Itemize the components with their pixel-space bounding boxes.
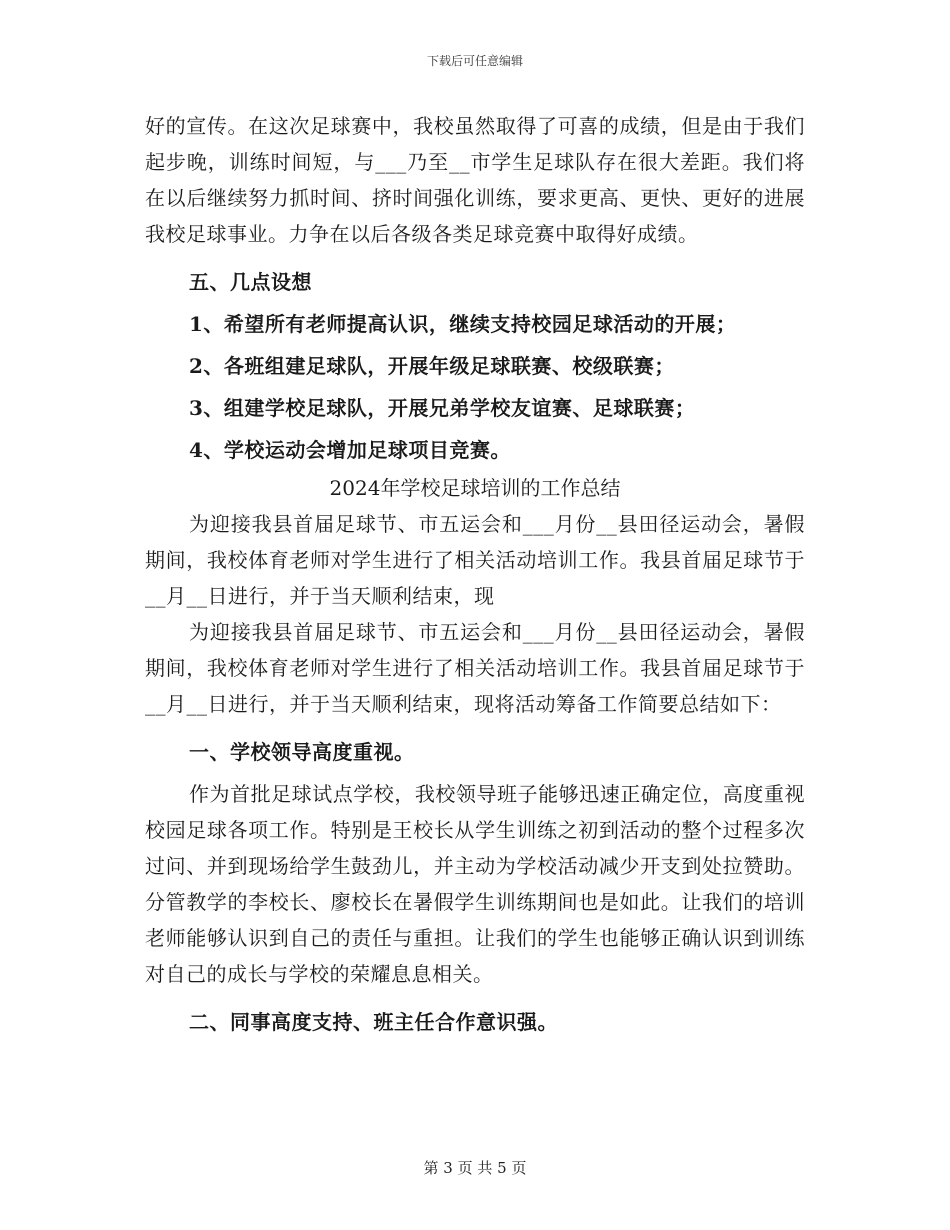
section-heading-five: 五、几点设想 <box>189 270 312 294</box>
document-title: 2024年学校足球培训的工作总结 <box>329 476 621 500</box>
paragraph-intro-truncated: 为迎接我县首届足球节、市五运会和___月份__县田径运动会，暑假期间，我校体育老师对学生进行了相关活动培训工作。我县首届足球节于__月__日进行，并于当天顺利结束，现 <box>145 512 805 608</box>
page-header: 下载后可任意编辑 <box>426 54 523 68</box>
list-item-2: 2、各班组建足球队，开展年级足球联赛、校级联赛； <box>189 354 675 378</box>
list-item-1: 1、希望所有老师提高认识，继续支持校园足球活动的开展； <box>189 312 737 336</box>
list-item-3: 3、组建学校足球队，开展兄弟学校友谊赛、足球联赛； <box>189 396 696 420</box>
paragraph-continued: 好的宣传。在这次足球赛中，我校虽然取得了可喜的成绩，但是由于我们起步晚，训练时间短，与___乃至__市学生足球队存在很大差距。我们将在以后继续努力抓时间、挤时间强化训练，要求更高、更快、更好的进展我校足球事业。力争在以后各级各类足球竞赛中取得好成绩。 <box>145 114 805 246</box>
paragraph-intro: 为迎接我县首届足球节、市五运会和___月份__县田径运动会，暑假期间，我校体育老师对学生进行了相关活动培训工作。我县首届足球节于__月__日进行，并于当天顺利结束，现将活动筹备工作简要总结如下： <box>145 620 805 716</box>
section-heading-two: 二、同事高度支持、班主任合作意识强。 <box>189 1010 558 1034</box>
list-item-4: 4、学校运动会增加足球项目竞赛。 <box>189 438 511 462</box>
paragraph-leadership: 作为首批足球试点学校，我校领导班子能够迅速正确定位，高度重视校园足球各项工作。特别是王校长从学生训练之初到活动的整个过程多次过问、并到现场给学生鼓劲儿，并主动为学校活动减少开支到处拉赞助。分管教学的李校长、廖校长在暑假学生训练期间也是如此。让我们的培训老师能够认识到自己的责任与重担。让我们的学生也能够正确认识到训练对自己的成长与学校的荣耀息息相关。 <box>145 782 805 986</box>
page-footer: 第 3 页 共 5 页 <box>423 1159 527 1177</box>
section-heading-one: 一、学校领导高度重视。 <box>189 740 415 764</box>
document-body <box>145 108 805 1040</box>
